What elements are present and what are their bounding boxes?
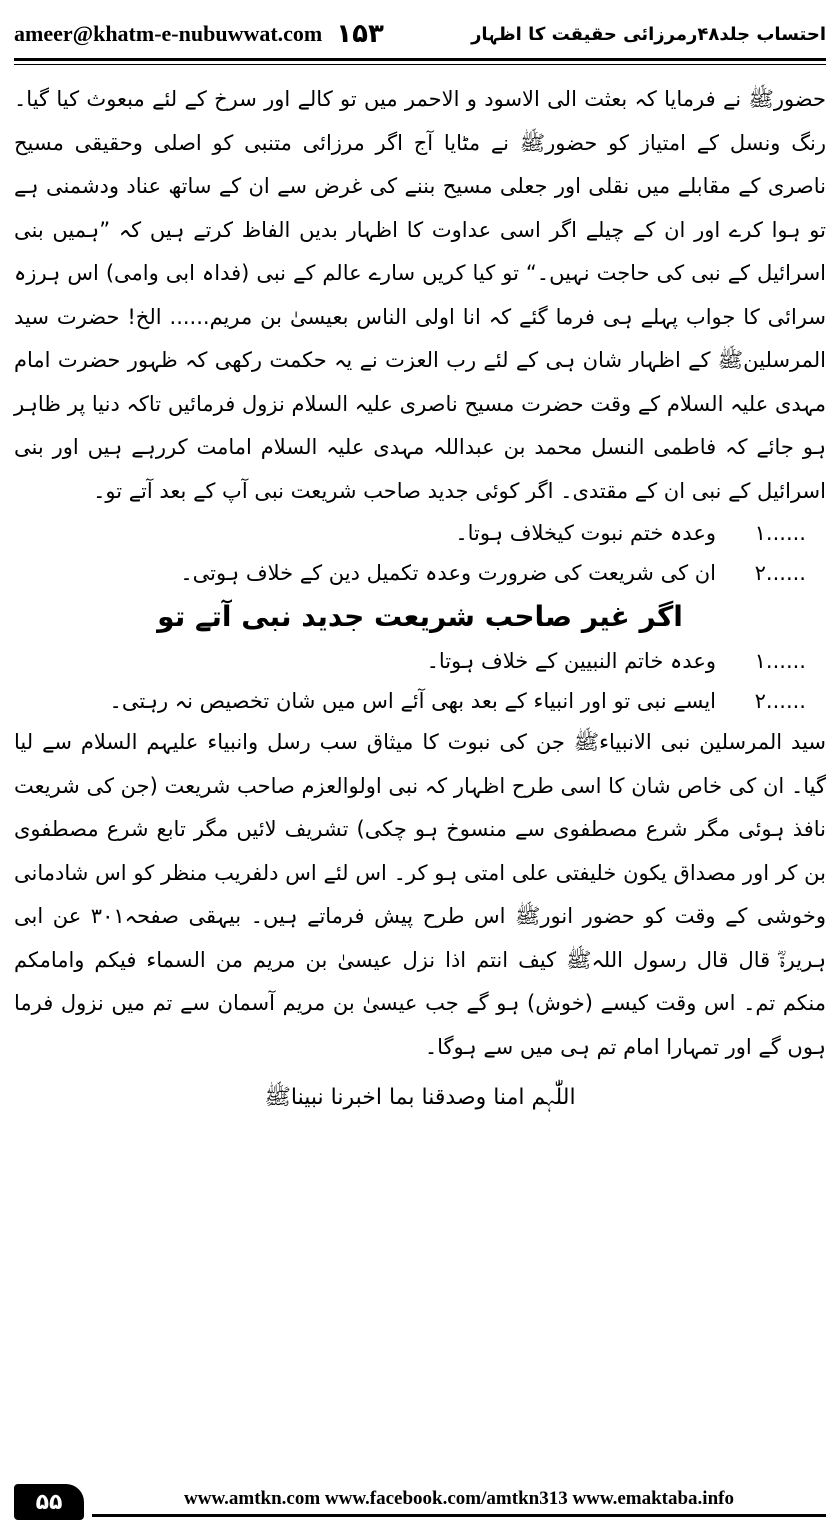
page-footer xyxy=(14,1482,826,1522)
page-content xyxy=(14,78,826,1470)
list1-item-1-text: وعدہ ختم نبوت کیخلاف ہوتا۔ xyxy=(455,521,716,545)
header-rule-thin xyxy=(14,64,826,65)
list2-item-2 xyxy=(14,681,826,721)
paragraph-2: سید المرسلین نبی الانبیاءﷺ جن کی نبوت کا میثاق سب رسل وانبیاء علیہم السلام سے لیا گیا۔ ان کی خاص شان کا اسی طرح اظہار کہ نبی اولوالعزم صاحب شریعت (جن کی شریعت نافذ ہوئی مگر شرع مصطفوی سے منسوخ ہو چکی) تشریف لائیں مگر تابع شرع مصطفوی بن کر اور مصداق یکون خلیفتی علی امتی ہو کر۔ اس لئے اس دلفریب منظر کو اس شادمانی وخوشی کے وقت کو حضور انورﷺ اس طرح پیش فرماتے ہیں۔ بیہقی صفحہ۳۰۱ عن ابی ہریرةؓ قال قال رسول اللہﷺ کیف انتم اذا نزل عیسیٰ بن مریم من السماء فیکم وامامکم منکم تم۔ اس وقت کیسے (خوش) ہو گے جب عیسیٰ بن مریم آسمان سے تم میں نزول فرما ہوں گے اور تمہارا امام تم ہی میں سے ہوگا۔ xyxy=(14,730,826,1059)
list1-item-1-num: ۱...... xyxy=(754,521,806,545)
list1-item-2-num: ۲...... xyxy=(754,561,806,585)
header-book-title: احتساب جلد۴۸رمرزائی حقیقت کا اظہار xyxy=(471,23,826,45)
list2-item-1-text: وعدہ خاتم النبیین کے خلاف ہوتا۔ xyxy=(426,649,716,673)
paragraph-1: حضورﷺ نے فرمایا کہ بعثت الی الاسود و الاحمر میں تو کالے اور سرخ کے لئے مبعوث کیا گیا۔ رنگ ونسل کے امتیاز کو حضورﷺ نے مٹایا آج اگر مرزائی متنبی کو اصلی وحقیقی مسیح ناصری کے مقابلے میں نقلی اور جعلی مسیح بننے کی غرض سے ان کے ساتھ عناد ودشمنی ہے تو ہوا کرے اور ان کے چیلے اگر اسی عداوت کا اظہار بدیں الفاظ کرتے ہیں کہ ”ہمیں بنی اسرائیل کے نبی کی حاجت نہیں۔“ تو کیا کریں سارے عالم کے نبی (فداہ ابی وامی) اس ہرزہ سرائی کا جواب پہلے ہی فرما گئے کہ انا اولی الناس بعیسیٰ بن مریم...... الخ! حضرت سید المرسلینﷺ کے اظہار شان ہی کے لئے رب العزت نے یہ حکمت رکھی کہ ظہور حضرت امام مہدی علیہ السلام کے وقت حضرت مسیح ناصری علیہ السلام نزول فرمائیں تاکہ دنیا پر ظاہر ہو جائے کہ فاطمی النسل محمد بن عبداللہ مہدی علیہ السلام امامت کررہے ہیں اور بنی اسرائیل کے نبی ان کے مقتدی۔ اگر کوئی جدید صاحب شریعت نبی آپ کے بعد آتے تو۔ xyxy=(14,87,826,503)
list2-item-1-num: ۱...... xyxy=(754,649,806,673)
list2-item-2-text: ایسے نبی تو اور انبیاء کے بعد بھی آئے اس میں شان تخصیص نہ رہتی۔ xyxy=(109,689,716,713)
header-left xyxy=(14,19,384,49)
footer-urls: www.amtkn.com www.facebook.com/amtkn313 www.emaktaba.info xyxy=(92,1488,826,1517)
list2-item-1 xyxy=(14,641,826,681)
header-rule-thick xyxy=(14,58,826,61)
list2-item-2-num: ۲...... xyxy=(754,689,806,713)
footer-page-number: ۵۵ xyxy=(14,1484,84,1520)
page-header xyxy=(14,14,826,54)
list1-item-2 xyxy=(14,553,826,593)
list1-item-2-text: ان کی شریعت کی ضرورت وعدہ تکمیل دین کے خلاف ہوتی۔ xyxy=(180,561,716,585)
header-page-number: ۱۵۳ xyxy=(336,19,384,49)
closing-line: اللّٰہم امنا وصدقنا بما اخبرنا نبیناﷺ xyxy=(264,1085,576,1110)
list1-item-1 xyxy=(14,513,826,553)
header-email: ameer@khatm-e-nubuwwat.com xyxy=(14,21,323,46)
section-heading: اگر غیر صاحب شریعت جدید نبی آتے تو xyxy=(157,600,683,633)
